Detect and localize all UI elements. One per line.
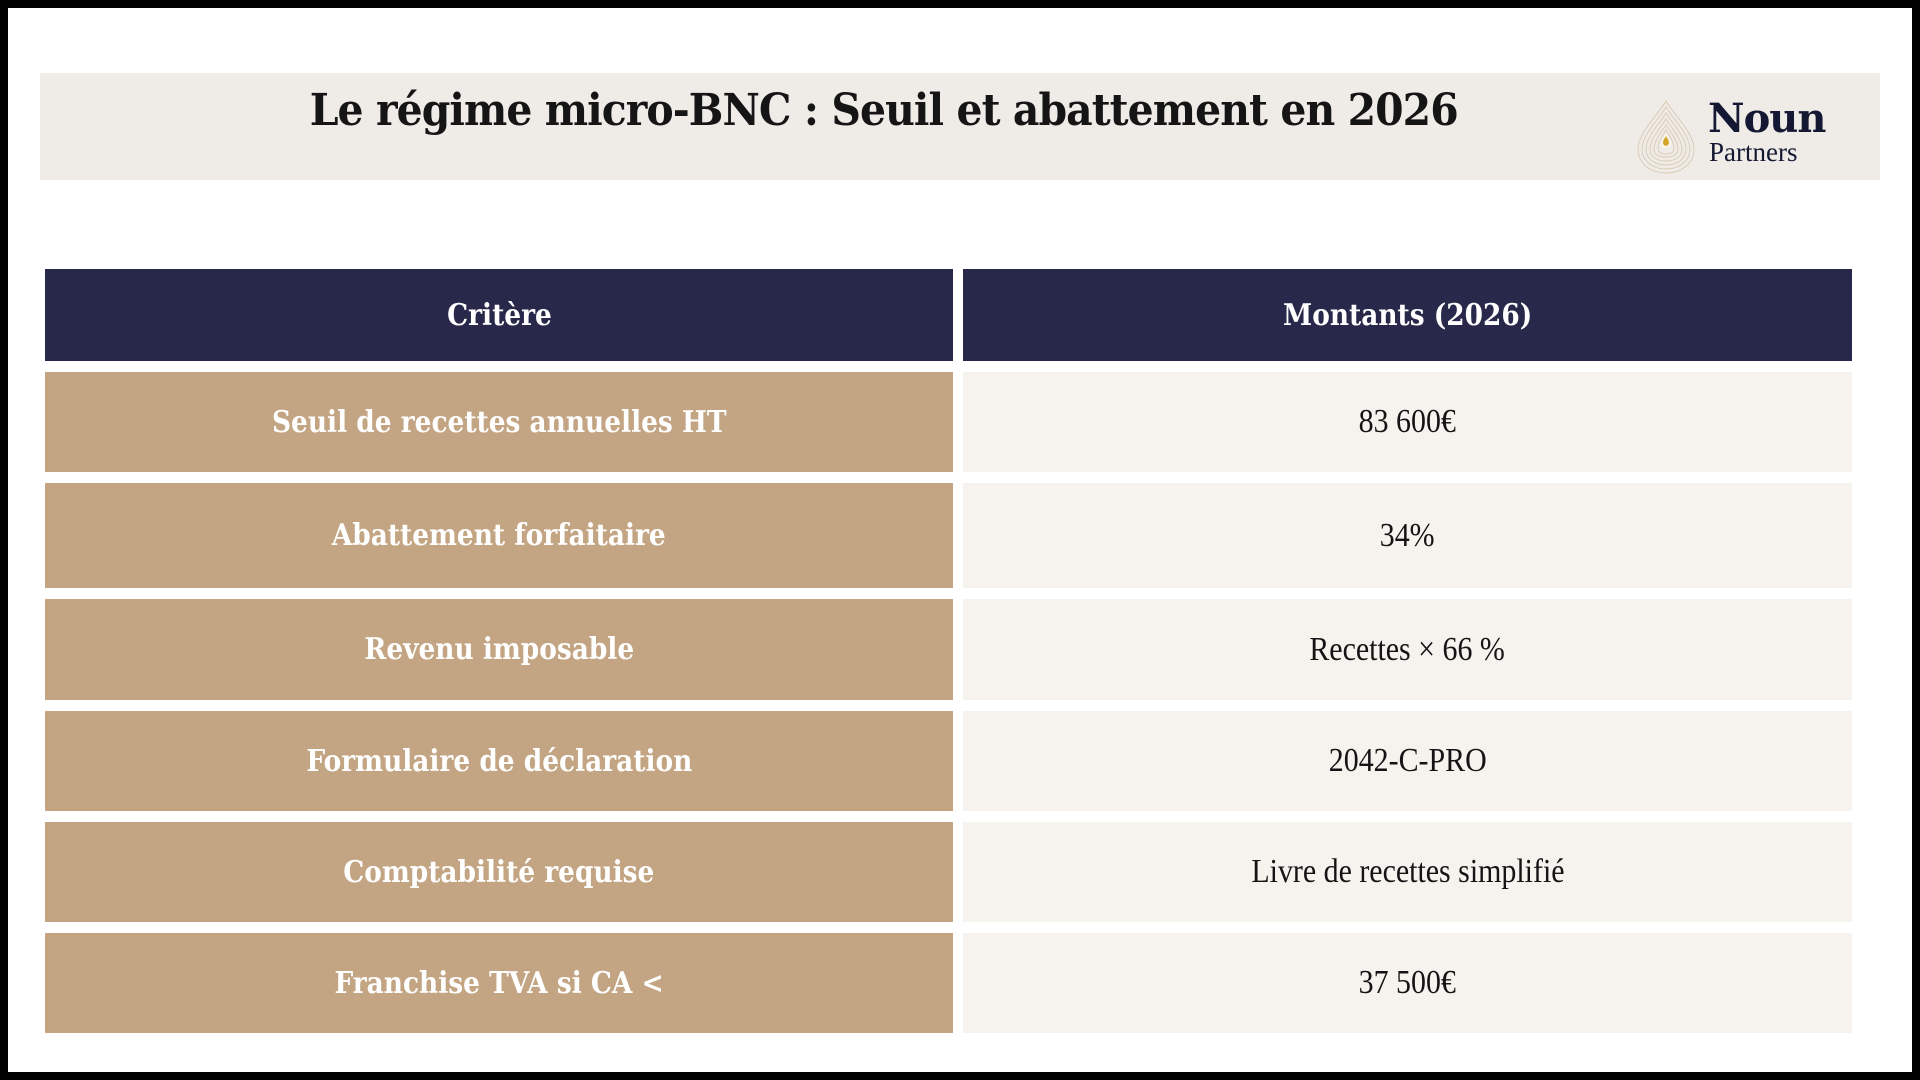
criterion-cell: Revenu imposable <box>45 599 953 700</box>
criterion-cell: Abattement forfaitaire <box>45 483 953 588</box>
value-cell: 34% <box>963 483 1852 588</box>
logo <box>1634 97 1834 177</box>
value-cell: 83 600€ <box>963 372 1852 472</box>
title-band <box>40 73 1880 180</box>
criterion-cell: Franchise TVA si CA < <box>45 933 953 1033</box>
drop-icon <box>1634 99 1698 175</box>
table-header-row <box>45 269 1852 361</box>
value-cell: Recettes × 66 % <box>963 599 1852 700</box>
table-row <box>45 372 1852 472</box>
value-cell: 2042-C-PRO <box>963 711 1852 811</box>
logo-wordmark-noun: Noun <box>1708 95 1826 142</box>
slide <box>8 8 1912 1072</box>
column-header-criterion: Critère <box>45 269 953 361</box>
value-cell: Livre de recettes simplifié <box>963 822 1852 922</box>
value-cell: 37 500€ <box>963 933 1852 1033</box>
table-row <box>45 711 1852 811</box>
logo-wordmark-partners: Partners <box>1709 137 1798 167</box>
table-row <box>45 822 1852 922</box>
page-title: Le régime micro-BNC : Seuil et abattement en 2026 <box>309 85 1458 136</box>
column-header-amounts: Montants (2026) <box>963 269 1852 361</box>
criterion-cell: Formulaire de déclaration <box>45 711 953 811</box>
table-row <box>45 599 1852 700</box>
table-row <box>45 933 1852 1033</box>
table-row <box>45 483 1852 588</box>
criterion-cell: Comptabilité requise <box>45 822 953 922</box>
criterion-cell: Seuil de recettes annuelles HT <box>45 372 953 472</box>
